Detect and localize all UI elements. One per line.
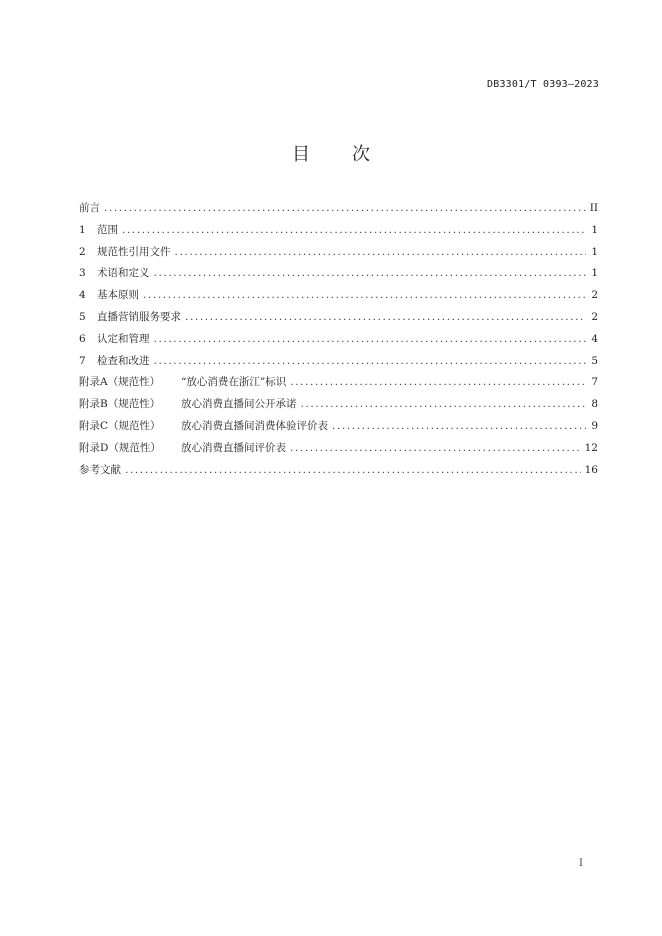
page-number: I [579,858,583,869]
toc-leader-dots [185,311,586,323]
toc-appendix-prefix: 附录D（规范性） [79,441,161,454]
toc-entry-page: 1 [591,245,598,258]
toc-entry-page: 8 [591,398,598,411]
toc-entry-page: 2 [591,310,598,323]
toc-entry-page: II [589,202,598,214]
toc-leader-dots [154,267,587,279]
toc-entry-label: 检查和改进 [97,354,150,367]
toc-entry-label: 认定和管理 [97,332,150,345]
toc-entry-number: 3 [79,267,86,280]
toc-entry-clause-2[interactable] [79,244,598,266]
toc-entry-page: 7 [591,376,598,389]
toc-entry-appendix-a[interactable] [79,374,598,396]
toc-leader-dots [154,355,587,367]
toc-leader-dots [104,202,586,214]
toc-entry-references[interactable] [79,462,598,484]
toc-entry-clause-7[interactable] [79,353,598,375]
toc-entry-label: 放心消费直播间公开承诺 [181,398,297,411]
toc-entry-foreword[interactable] [79,200,598,222]
toc-entry-page: 2 [591,289,598,302]
toc-leader-dots [154,333,587,345]
toc-appendix-prefix: 附录A（规范性） [79,376,161,389]
page-title [0,140,662,166]
toc-appendix-prefix: 附录C（规范性） [79,419,161,432]
document-code: DB3301/T 0393—2023 [487,79,599,90]
toc-entry-appendix-c[interactable] [79,418,598,440]
toc-entry-label: 参考文献 [79,463,121,476]
toc-entry-label: 直播营销服务要求 [97,310,181,323]
toc-appendix-prefix: 附录B（规范性） [79,398,161,411]
toc-entry-clause-3[interactable] [79,265,598,287]
toc-leader-dots [175,246,587,258]
toc-entry-page: 1 [591,267,598,280]
toc-entry-clause-5[interactable] [79,309,598,331]
toc-entry-label: 放心消费直播间评价表 [181,441,286,454]
toc-entry-page: 1 [591,223,598,236]
toc-leader-dots [125,464,581,476]
toc-leader-dots [332,420,586,432]
toc-entry-page: 4 [591,332,598,345]
toc-entry-number: 7 [79,354,86,367]
toc-entry-clause-4[interactable] [79,287,598,309]
toc-entry-clause-6[interactable] [79,331,598,353]
toc-entry-label: 范围 [97,223,118,236]
toc-entry-number: 6 [79,332,86,345]
toc-entry-label: “放心消费在浙江”标识 [181,376,287,389]
toc-entry-page: 9 [591,419,598,432]
toc-entry-page: 5 [591,354,598,367]
toc-entry-label: 前言 [79,202,100,214]
toc-entry-number: 4 [79,289,86,302]
title-char-2: 次 [352,144,370,165]
toc-entry-number: 5 [79,310,86,323]
toc-entry-page: 12 [584,441,598,454]
toc-leader-dots [143,289,586,301]
toc-entry-appendix-d[interactable] [79,440,598,462]
title-char-1: 目 [292,144,310,165]
toc-entry-label: 放心消费直播间消费体验评价表 [181,419,328,432]
table-of-contents [79,200,598,483]
toc-entry-label: 规范性引用文件 [97,245,171,258]
toc-entry-page: 16 [584,463,598,476]
toc-leader-dots [290,376,586,388]
toc-entry-clause-1[interactable] [79,222,598,244]
toc-leader-dots [122,224,586,236]
toc-entry-label: 术语和定义 [97,267,150,280]
toc-entry-number: 1 [79,223,86,236]
toc-entry-number: 2 [79,245,86,258]
toc-leader-dots [301,398,587,410]
toc-leader-dots [290,442,581,454]
toc-entry-label: 基本原则 [97,289,139,302]
toc-entry-appendix-b[interactable] [79,396,598,418]
